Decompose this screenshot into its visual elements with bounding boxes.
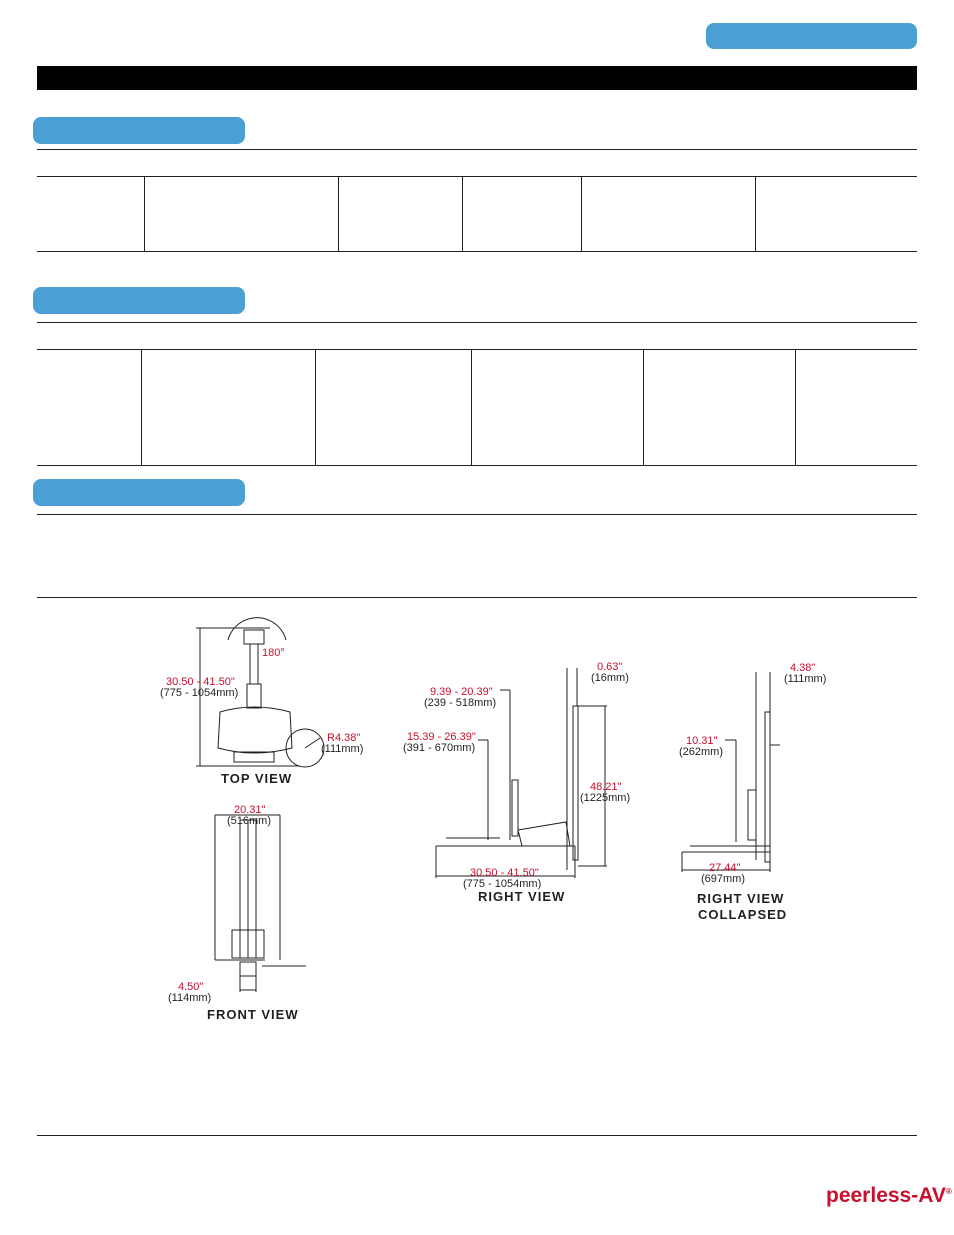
registered-mark: ® (945, 1187, 952, 1196)
collapsed-d3-mm: (697mm) (701, 873, 746, 885)
right-view-d4-in: 48.21" (590, 781, 622, 793)
collapsed-label-line1: RIGHT VIEW (697, 891, 785, 906)
right-view-label: RIGHT VIEW (478, 889, 566, 904)
right-view-d1-mm: (239 - 518mm) (424, 697, 497, 709)
front-view-post-in: 4.50" (178, 981, 204, 993)
top-view-label: TOP VIEW (221, 771, 293, 786)
collapsed-d1-in: 4.38" (790, 662, 816, 674)
right-view-d1-in: 9.39 - 20.39" (430, 686, 493, 698)
top-view-length-in: 30.50 - 41.50" (166, 676, 235, 688)
right-view-collapsed-drawing (682, 672, 780, 872)
top-view-radius-mm: (111mm) (321, 743, 364, 755)
top-view-radius-in: R4.38" (327, 732, 361, 744)
front-view-post-mm: (114mm) (168, 992, 212, 1004)
right-view-d2-mm: (391 - 670mm) (403, 742, 476, 754)
right-view-d5-in: 30.50 - 41.50" (470, 867, 539, 879)
right-view-d4-mm: (1225mm) (580, 792, 631, 804)
top-view-rotation: 180° (262, 647, 285, 659)
collapsed-d2-in: 10.31" (686, 735, 718, 747)
right-view-d3-mm: (16mm) (591, 672, 629, 684)
brand-name: peerless-AV (826, 1184, 946, 1207)
front-view-width-mm: (516mm) (227, 815, 272, 827)
right-view-d2-in: 15.39 - 26.39" (407, 731, 476, 743)
front-view-drawing (215, 815, 306, 992)
right-view-d3-in: 0.63" (597, 661, 623, 673)
collapsed-label-line2: COLLAPSED (698, 907, 788, 922)
collapsed-d3-in: 27.44" (709, 862, 741, 874)
brand-logo (826, 1184, 952, 1208)
top-view-length-mm: (775 - 1054mm) (160, 687, 239, 699)
collapsed-d1-mm: (111mm) (784, 673, 827, 685)
right-view-d5-mm: (775 - 1054mm) (463, 878, 542, 890)
front-view-label: FRONT VIEW (207, 1007, 299, 1022)
front-view-width-in: 20.31" (234, 804, 266, 816)
collapsed-d2-mm: (262mm) (679, 746, 724, 758)
